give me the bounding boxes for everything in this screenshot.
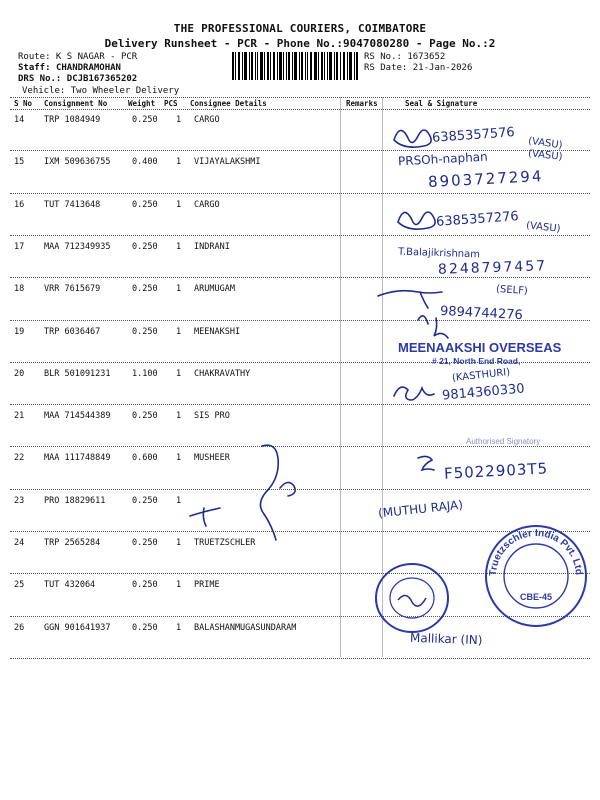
row-sno: 18 [14,284,25,295]
stamp-company-name: MEENAAKSHI OVERSEAS [398,340,562,355]
row-consignment: TRP 1084949 [44,115,101,125]
row-weight: 0.250 [132,115,158,125]
row-consignment: GGN 901641937 [44,622,111,633]
row-sno: 17 [14,241,25,252]
handwritten-phone-row14: 6385357576 [431,125,516,146]
row-weight: 0.250 [132,580,158,591]
row-separator [10,235,590,236]
row-pcs: 1 [176,326,182,337]
row-sno: 19 [14,326,25,337]
row-pcs: 1 [176,411,182,422]
row-consignee: TRUETZSCHLER [194,538,256,548]
col-pcs: PCS [164,99,178,108]
row-separator [10,193,590,194]
vehicle-text: Vehicle: Two Wheeler Delivery [22,86,180,96]
rs-number: RS No.: 1673652 [364,52,446,62]
row-sno: 21 [14,411,25,422]
handwritten-phone-row22: F5022903T5 [443,459,549,483]
row-pcs: 1 [176,241,182,252]
row-consignee: MUSHEER [194,453,230,464]
staff-line [18,63,121,73]
row-separator [10,150,590,151]
row-separator [10,277,590,278]
row-sno: 15 [14,157,25,168]
row-consignee: VIJAYALAKSHMI [194,157,261,168]
row-separator [10,658,590,659]
drs-label: DRS No.: [18,74,62,84]
row-sno: 16 [14,199,25,210]
drs-number: DCJB167365202 [66,74,138,84]
staff-name: CHANDRAMOHAN [55,63,121,73]
row-consignee: CARGO [194,199,220,210]
col-consignment: Consignment No [44,99,108,108]
seal-company-text: Truetzschler India Pvt. Ltd [487,527,585,577]
col-seal: Seal & Signature [405,99,478,108]
row-sno: 26 [14,622,25,633]
row-sno: 25 [14,580,25,591]
handwritten-phone-row19: 9894744276 [439,303,524,324]
drs-line [18,74,137,84]
row-consignee: MEENAKSHI [194,326,241,337]
row-pcs: 1 [176,199,182,210]
col-sno: S No [14,99,33,108]
row-pcs: 1 [176,580,182,591]
row-consignee: ARUMUGAM [194,284,235,295]
staff-label: Staff: [18,63,51,73]
handwritten-name-row17: T.Balajikrishnam [397,246,481,261]
row-pcs: 1 [176,368,182,379]
row-pcs: 1 [176,538,182,548]
prime-seal [372,560,452,636]
row-pcs: 1 [176,157,182,168]
handwritten-note-row15: (VASU) [527,148,563,163]
handwritten-note-row18: (SELF) [495,283,529,298]
col-remarks: Remarks [346,99,378,108]
route-text: Route: K S NAGAR - PCR [18,52,138,62]
row-pcs: 1 [176,115,182,125]
row-weight: 0.250 [132,622,158,633]
row-weight: 0.250 [132,326,158,337]
stamp-authorised: Authorised Signatory [466,437,541,446]
row-weight: 0.250 [132,411,158,422]
handwritten-name-row23: (MUTHU RAJA) [377,497,464,521]
row-weight: 1.100 [132,368,158,379]
row-consignment: MAA 111748849 [44,453,111,464]
row-weight: 0.250 [132,241,158,252]
row-sno: 14 [14,115,25,125]
row-sno: 24 [14,538,25,548]
row-consignment: MAA 714544389 [44,411,111,422]
row-consignee: SIS PRO [194,411,230,422]
header-rule-top [10,97,590,98]
row-consignee: CHAKRAVATHY [194,368,251,379]
row-weight: 0.250 [132,495,158,506]
handwritten-name-row15: PRSOh-naphan [397,149,489,169]
company-title: THE PROFESSIONAL COURIERS, COIMBATORE [173,22,427,35]
row-consignment: TUT 432064 [44,580,96,591]
row-pcs: 1 [176,622,182,633]
row-consignee: CARGO [194,115,220,125]
row-separator [10,446,590,447]
row-consignment: BLR 501091231 [44,368,111,379]
barcode [232,52,358,80]
handwritten-name-row14: (VASU) [527,135,564,152]
row-weight: 0.250 [132,538,158,548]
runsheet-subtitle: Delivery Runsheet - PCR - Phone No.:9047080280 - Page No.:2 [104,37,496,50]
row-consignment: VRR 7615679 [44,284,101,295]
row-weight: 0.400 [132,157,158,168]
handwritten-phone-row17: 8248797457 [437,258,548,278]
header-rule-bottom [10,109,590,110]
handwritten-phone-row16: 6385357276 [435,209,520,230]
row-weight: 0.250 [132,284,158,295]
row-consignment: TRP 2565284 [44,538,101,548]
row-sno: 22 [14,453,25,464]
row-sno: 20 [14,368,25,379]
row-separator [10,404,590,405]
row-weight: 0.600 [132,453,158,464]
rs-date: RS Date: 21-Jan-2026 [364,63,473,73]
row-consignee: PRIME [194,580,220,591]
svg-text:Truetzschler India Pvt. Ltd [488,528,584,576]
row-consignment: MAA 712349935 [44,241,111,252]
row-consignment: TRP 6036467 [44,326,101,337]
col-weight: Weight [128,99,156,108]
row-weight: 0.250 [132,199,158,210]
handwritten-name-row20: (KASTHURI) [451,366,511,385]
row-pcs: 1 [176,284,182,295]
stamp-company-address: # 21, North End Road, [432,356,521,366]
row-consignment: TUT 7413648 [44,199,101,210]
handwritten-phone-row15: 8903727294 [427,166,544,192]
truetzschler-seal [480,520,592,632]
handwritten-name-row26: Mallikar (IN) [409,630,483,648]
handwritten-name-row16: (VASU) [525,220,561,235]
row-pcs: 1 [176,495,182,506]
row-consignee: BALASHANMUGASUNDARAM [194,622,297,633]
handwritten-phone-row20: 9814360330 [441,381,526,404]
col-consignee: Consignee Details [190,99,267,108]
seal-code-text: CBE-45 [519,592,553,602]
row-consignee: INDRANI [194,241,230,252]
row-consignment: PRO 18829611 [44,495,106,506]
row-consignment: IXM 509636755 [44,157,111,168]
row-separator [10,489,590,490]
row-pcs: 1 [176,453,182,464]
row-sno: 23 [14,495,25,506]
